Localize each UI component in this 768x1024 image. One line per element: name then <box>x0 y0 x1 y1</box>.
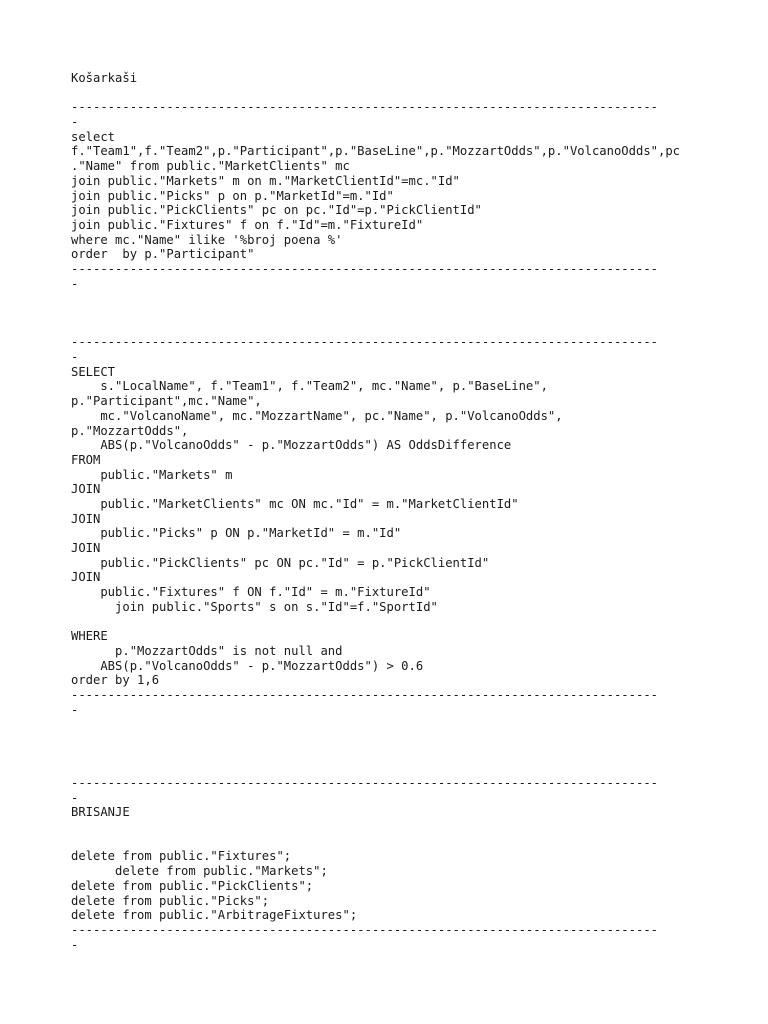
text-line: public."Fixtures" f ON f."Id" = m."FixtureId" <box>71 585 431 600</box>
text-line: f."Team1",f."Team2",p."Participant",p."BaseLine",p."MozzartOdds",p."VolcanoOdds",pc <box>71 144 681 159</box>
text-line: p."MozzartOdds" is not null and <box>71 643 343 658</box>
text-line: p."MozzartOdds", <box>71 423 189 438</box>
text-line: join public."Fixtures" f on f."Id"=m."FixtureId" <box>71 217 424 232</box>
text-line: delete from public."PickClients"; <box>71 878 314 893</box>
text-line: SELECT <box>71 364 116 379</box>
separator-line: -------------------------------------------------------------------------------- <box>71 776 658 790</box>
text-line: public."PickClients" pc ON pc."Id" = p."PickClientId" <box>71 555 490 570</box>
blank-line <box>71 761 711 776</box>
blank-line <box>71 820 711 835</box>
blank-line <box>71 321 711 336</box>
text-line: select <box>71 129 116 144</box>
text-line: delete from public."Markets"; <box>71 864 328 879</box>
text-line: public."Markets" m <box>71 467 233 482</box>
separator-wrap: - <box>71 937 79 952</box>
text-line: join public."Sports" s on s."Id"=f."SportId" <box>71 599 438 614</box>
blank-line <box>71 717 711 732</box>
text-line: where mc."Name" ilike '%broj poena %' <box>71 232 343 247</box>
text-line: delete from public."Picks"; <box>71 893 270 908</box>
separator-wrap: - <box>71 115 79 130</box>
text-line: delete from public."ArbitrageFixtures"; <box>71 908 358 923</box>
text-line: JOIN <box>71 570 101 585</box>
text-line: join public."Markets" m on m."MarketClientId"=mc."Id" <box>71 173 460 188</box>
separator-wrap: - <box>71 350 79 365</box>
document-title: Košarkaši <box>71 71 138 85</box>
separator-wrap: - <box>71 790 79 805</box>
text-line: ABS(p."VolcanoOdds" - p."MozzartOdds") > 0.6 <box>71 658 424 673</box>
text-line: BRISANJE <box>71 805 130 820</box>
text-line: join public."Picks" p on p."MarketId"=m."Id" <box>71 188 394 203</box>
text-line: JOIN <box>71 511 101 526</box>
separator-wrap: - <box>71 276 79 291</box>
document-page <box>71 71 711 952</box>
text-line: public."Picks" p ON p."MarketId" = m."Id" <box>71 526 402 541</box>
text-line: delete from public."Fixtures"; <box>71 849 292 864</box>
separator-line: -------------------------------------------------------------------------------- <box>71 100 658 115</box>
text-line: JOIN <box>71 541 101 555</box>
separator-line: -------------------------------------------------------------------------------- <box>71 687 658 702</box>
text-line: public."MarketClients" mc ON mc."Id" = m."MarketClientId" <box>71 496 519 511</box>
separator-line: -------------------------------------------------------------------------------- <box>71 922 658 937</box>
text-line: order by 1,6 <box>71 673 160 688</box>
blank-line <box>71 306 711 321</box>
blank-line <box>71 291 711 306</box>
text-line: ABS(p."VolcanoOdds" - p."MozzartOdds") AS OddsDifference <box>71 438 512 453</box>
text-line: order by p."Participant" <box>71 247 255 262</box>
blank-line <box>71 835 711 850</box>
blank-line <box>71 86 711 101</box>
blank-line <box>71 614 711 629</box>
text-line: mc."VolcanoName", mc."MozzartName", pc."Name", p."VolcanoOdds", <box>71 408 563 423</box>
separator-line: -------------------------------------------------------------------------------- <box>71 335 658 350</box>
text-line: WHERE <box>71 629 108 644</box>
text-line: JOIN <box>71 482 101 497</box>
separator-wrap: - <box>71 702 79 717</box>
text-line: join public."PickClients" pc on pc."Id"=p."PickClientId" <box>71 203 482 218</box>
separator-line: -------------------------------------------------------------------------------- <box>71 261 658 276</box>
text-line: FROM <box>71 452 101 467</box>
blank-line <box>71 747 711 762</box>
text-line: s."LocalName", f."Team1", f."Team2", mc."Name", p."BaseLine", <box>71 379 548 394</box>
blank-line <box>71 732 711 747</box>
text-line: p."Participant",mc."Name", <box>71 394 262 409</box>
text-line: ."Name" from public."MarketClients" mc <box>71 159 350 174</box>
